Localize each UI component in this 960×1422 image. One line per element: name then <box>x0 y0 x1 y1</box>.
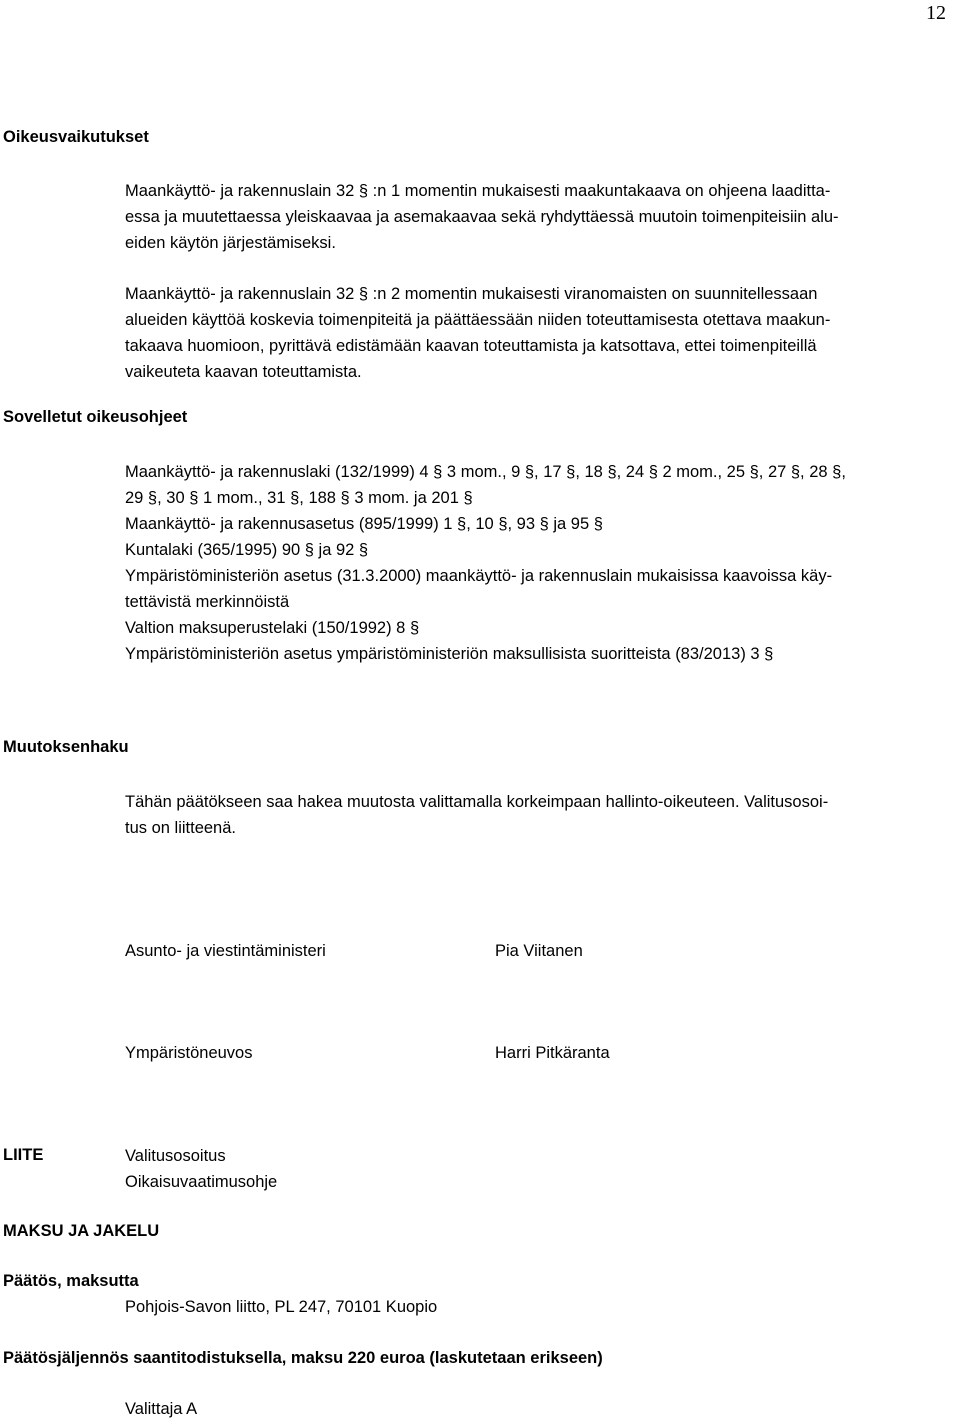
heading-legal-effects: Oikeusvaikutukset <box>3 128 149 146</box>
guidelines-list <box>125 459 940 667</box>
guideline-line: Valtion maksuperustelaki (150/1992) 8 § <box>125 619 420 637</box>
text-line: Tähän päätökseen saa hakea muutosta valittamalla korkeimpaan hallinto-oikeuteen. Valitusosoi- <box>125 793 829 811</box>
text-line: Maankäyttö- ja rakennuslain 32 § :n 2 momentin mukaisesti viranomaisten on suunnitellessaan <box>125 285 818 303</box>
guideline-line: Maankäyttö- ja rakennusasetus (895/1999) 1 §, 10 §, 93 § ja 95 § <box>125 515 603 533</box>
heading-appeal: Muutoksenhaku <box>3 738 129 756</box>
guideline-line: Kuntalaki (365/1995) 90 § ja 92 § <box>125 541 369 559</box>
legal-effects-paragraph-2 <box>125 281 940 385</box>
signature-title-1: Asunto- ja viestintäministeri <box>125 942 326 960</box>
text-line: tus on liitteenä. <box>125 819 236 837</box>
page-number: 12 <box>926 2 946 24</box>
legal-effects-paragraph-1 <box>125 178 940 256</box>
guideline-line: Maankäyttö- ja rakennuslaki (132/1999) 4 § 3 mom., 9 §, 17 §, 18 §, 24 § 2 mom., 25 §, 27 §, 28 §, <box>125 463 846 481</box>
text-line: vaikeuteta kaavan toteuttamista. <box>125 363 362 381</box>
signature-name-1: Pia Viitanen <box>495 942 583 960</box>
attachment-item: Oikaisuvaatimusohje <box>125 1173 278 1191</box>
text-line: eiden käytön järjestämiseksi. <box>125 234 336 252</box>
guideline-line: Ympäristöministeriön asetus (31.3.2000) maankäyttö- ja rakennuslain mukaisissa kaavoissa käy- <box>125 567 833 585</box>
text-line: essa ja muutettaessa yleiskaavaa ja asemakaavaa sekä ryhdyttäessä muutoin toimenpiteisiin alu- <box>125 208 839 226</box>
heading-copy-fee: Päätösjäljennös saantitodistuksella, maksu 220 euroa (laskutetaan erikseen) <box>3 1349 603 1367</box>
heading-fee-distribution: MAKSU JA JAKELU <box>3 1222 160 1240</box>
text-line: alueiden käyttöä koskevia toimenpiteitä ja päättäessään niiden toteuttamisesta otettava maakun- <box>125 311 831 329</box>
signature-title-2: Ympäristöneuvos <box>125 1044 253 1062</box>
heading-applied-guidelines: Sovelletut oikeusohjeet <box>3 408 188 426</box>
attachments-list <box>125 1143 940 1195</box>
signature-name-2: Harri Pitkäranta <box>495 1044 610 1062</box>
text-line: Maankäyttö- ja rakennuslain 32 § :n 1 momentin mukaisesti maakuntakaava on ohjeena laaditta- <box>125 182 831 200</box>
heading-attachment: LIITE <box>3 1146 44 1164</box>
heading-decision-fee: Päätös, maksutta <box>3 1272 139 1290</box>
copy-recipient: Valittaja A <box>125 1400 198 1418</box>
guideline-line: 29 §, 30 § 1 mom., 31 §, 188 § 3 mom. ja 201 § <box>125 489 473 507</box>
guideline-line: Ympäristöministeriön asetus ympäristöministeriön maksullisista suoritteista (83/2013) 3 § <box>125 645 774 663</box>
decision-recipient: Pohjois-Savon liitto, PL 247, 70101 Kuopio <box>125 1298 438 1316</box>
attachment-item: Valitusosoitus <box>125 1147 226 1165</box>
guideline-line: tettävistä merkinnöistä <box>125 593 290 611</box>
appeal-paragraph <box>125 789 940 841</box>
text-line: takaava huomioon, pyrittävä edistämään kaavan toteuttamista ja katsottava, ettei toimenpiteillä <box>125 337 817 355</box>
